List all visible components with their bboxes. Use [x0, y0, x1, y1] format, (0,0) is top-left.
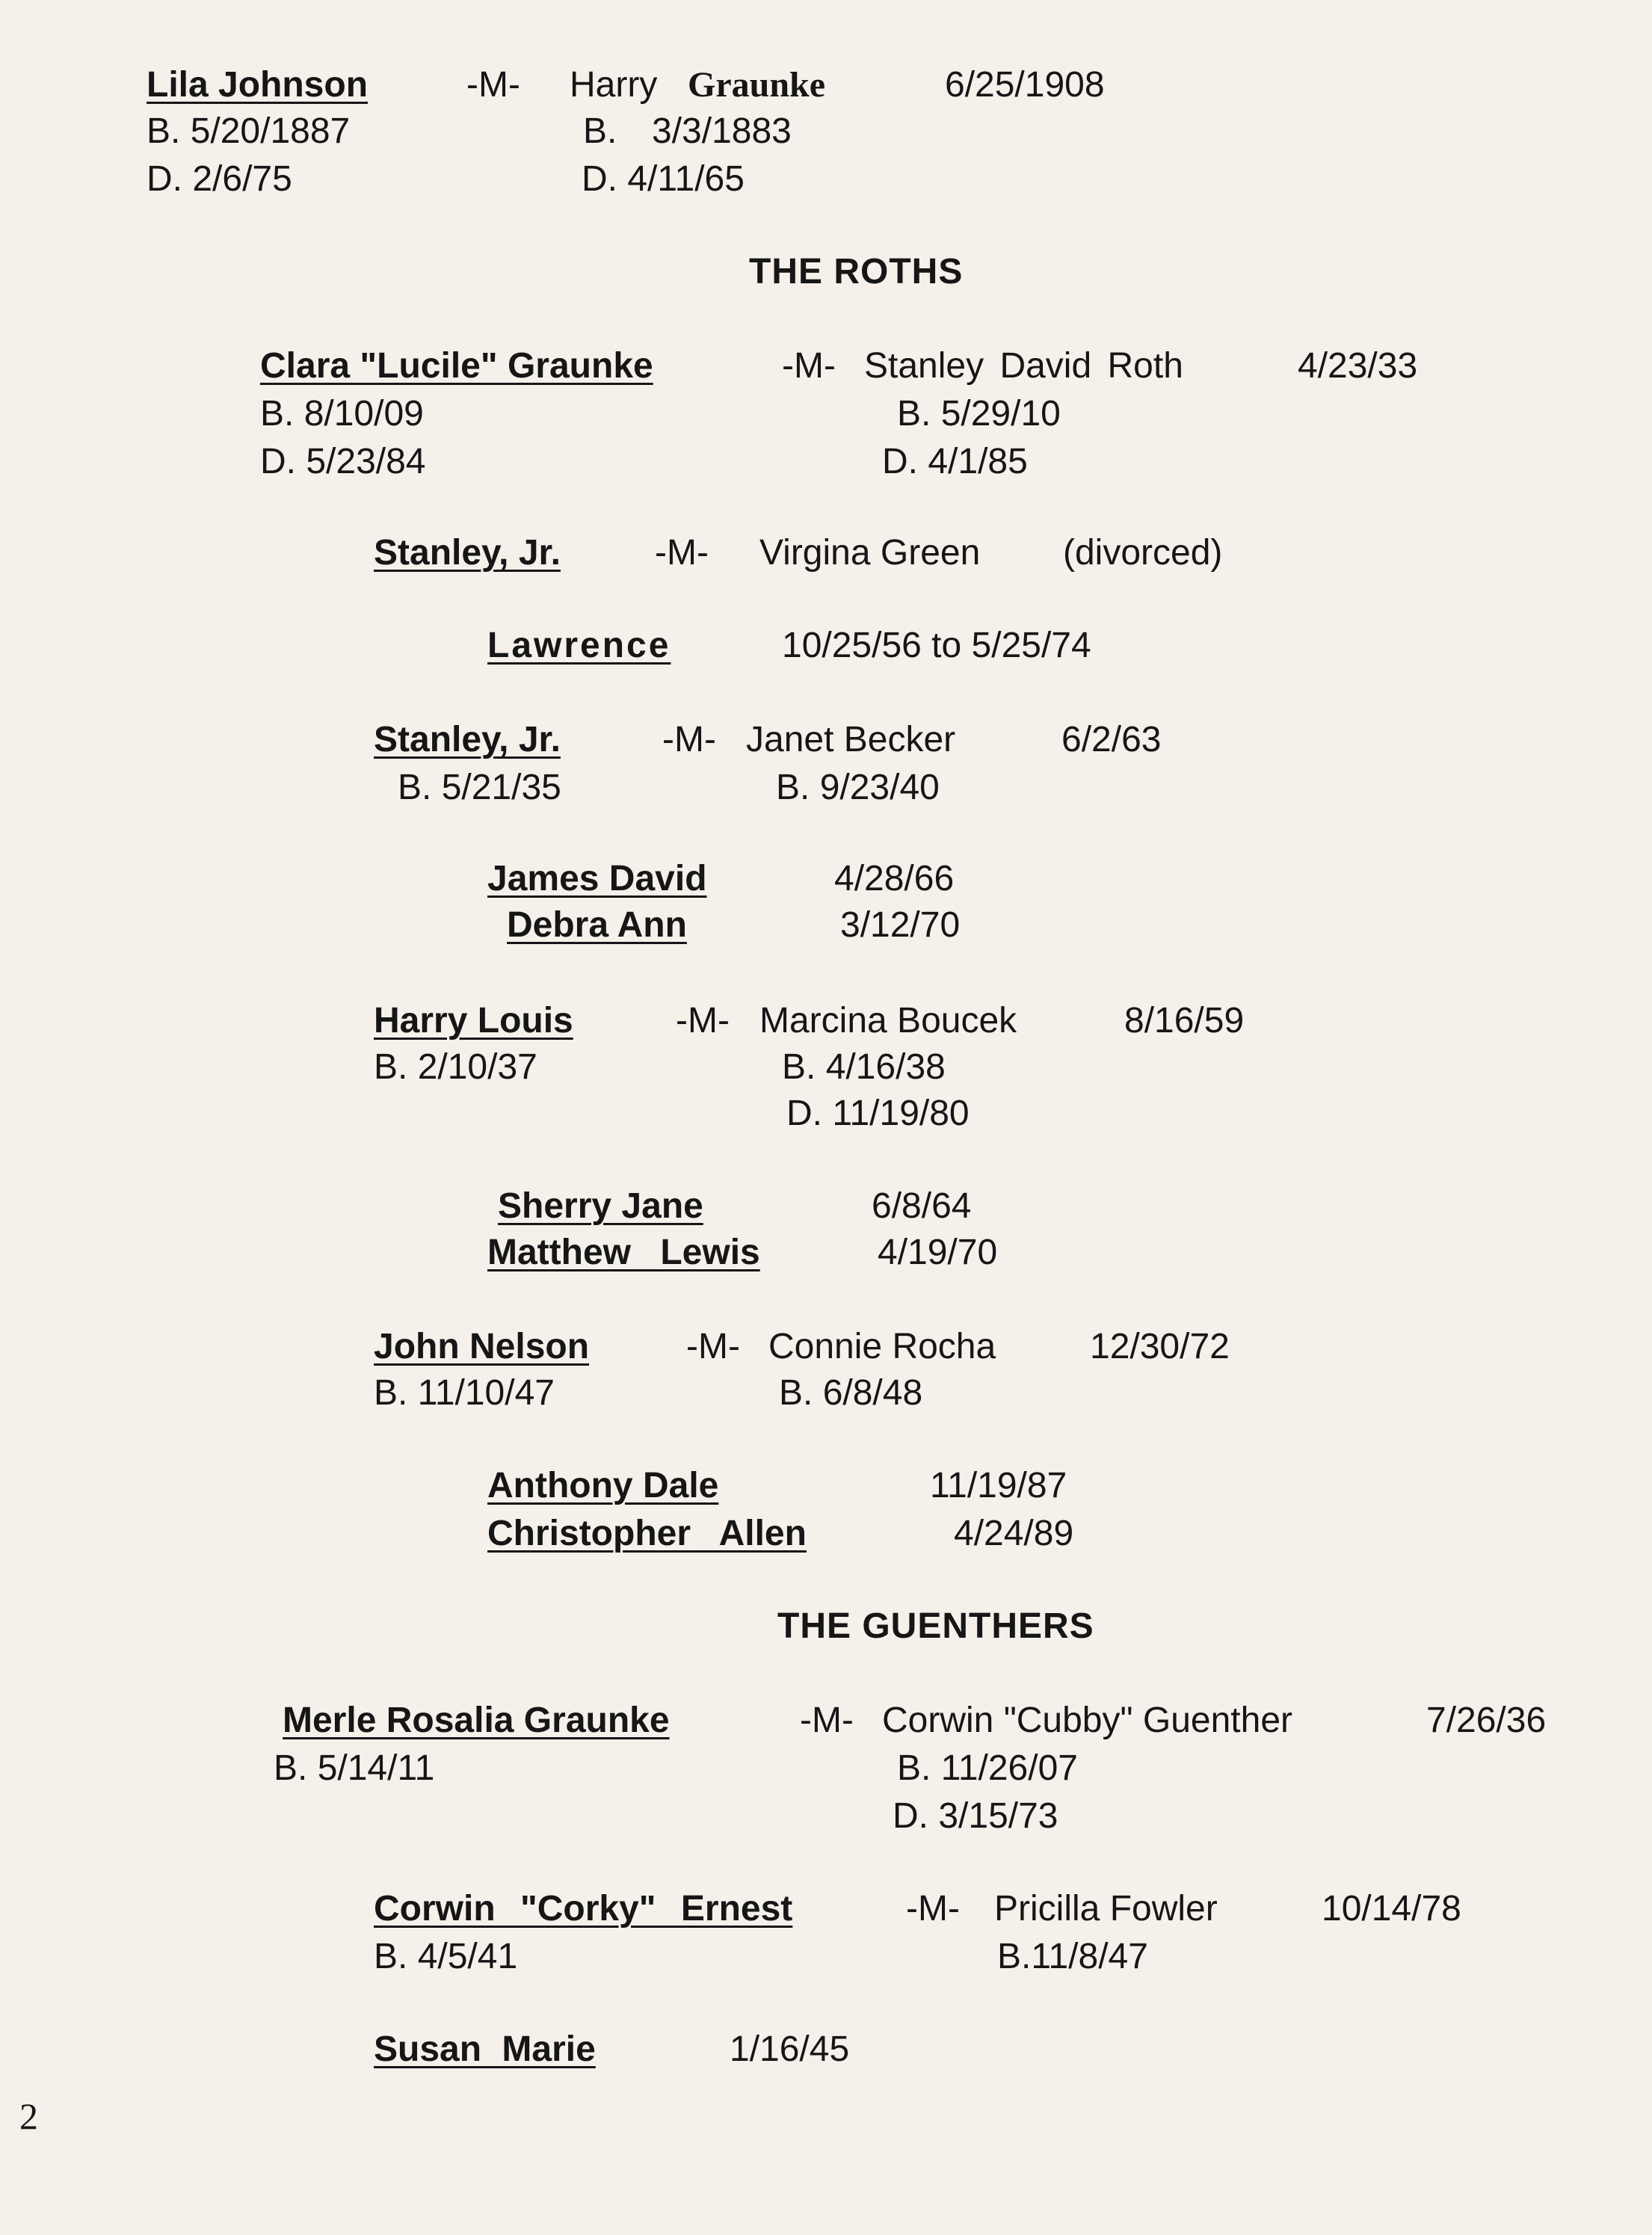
- clara-name: Clara "Lucile" Graunke: [260, 346, 653, 386]
- lila-died: D. 2/6/75: [147, 159, 292, 199]
- stanley-first-marriage-name: Stanley, Jr.: [374, 533, 561, 573]
- child-name: Sherry Jane: [498, 1186, 703, 1226]
- merle-name: Merle Rosalia Graunke: [283, 1701, 670, 1740]
- child-name: Matthew Lewis: [487, 1233, 760, 1272]
- corwin-spouse-born: B.11/8/47: [997, 1937, 1148, 1976]
- section-heading-guenthers: THE GUENTHERS: [777, 1606, 1094, 1646]
- page-number: 2: [19, 2095, 38, 2137]
- stanley-second-marriage-m: -M-: [662, 720, 716, 759]
- stanley-second-marriage-date: 6/2/63: [1061, 720, 1162, 759]
- john-spouse: Connie Rocha: [768, 1327, 996, 1366]
- merle-spouse-born: B. 11/26/07: [897, 1748, 1078, 1788]
- clara-spouse-died: D. 4/1/85: [882, 442, 1028, 481]
- susan-date: 1/16/45: [730, 2029, 850, 2069]
- harry-name: Harry Louis: [374, 1001, 573, 1041]
- lila-name: Lila Johnson: [147, 65, 369, 105]
- merle-date: 7/26/36: [1426, 1701, 1547, 1740]
- lila-m: -M-: [466, 65, 520, 105]
- harry-born: B. 2/10/37: [374, 1047, 537, 1087]
- merle-born: B. 5/14/11: [274, 1748, 435, 1788]
- stanley-second-marriage-born: B. 5/21/35: [398, 768, 561, 807]
- corwin-name: Corwin "Corky" Ernest: [374, 1889, 793, 1929]
- merle-spouse: Corwin "Cubby" Guenther: [882, 1701, 1292, 1740]
- clara-date: 4/23/33: [1298, 346, 1418, 386]
- stanley-first-marriage-note: (divorced): [1063, 533, 1223, 573]
- stanley-second-marriage-name: Stanley, Jr.: [374, 720, 561, 759]
- child-birth-date: 4/24/89: [954, 1514, 1074, 1553]
- lila-date: 6/25/1908: [945, 65, 1105, 105]
- harry-spouse: Marcina Boucek: [759, 1001, 1017, 1041]
- lila-spouse-first: Harry: [570, 65, 658, 105]
- section-heading-roths: THE ROTHS: [749, 252, 964, 292]
- clara-spouse: Stanley David Roth: [864, 346, 1183, 386]
- lila-spouse-died: D. 4/11/65: [582, 159, 745, 199]
- harry-spouse-born: B. 4/16/38: [782, 1047, 946, 1087]
- stanley-second-marriage-spouse-born: B. 9/23/40: [776, 768, 940, 807]
- corwin-spouse: Pricilla Fowler: [994, 1889, 1218, 1929]
- stanley-first-marriage-m: -M-: [655, 533, 709, 573]
- clara-born: B. 8/10/09: [260, 394, 424, 434]
- corwin-born: B. 4/5/41: [374, 1937, 518, 1976]
- child-birth-date: 4/28/66: [834, 859, 955, 898]
- lawrence-name: Lawrence: [487, 626, 671, 665]
- lila-spouse-born-label: B.: [583, 111, 617, 151]
- john-m: -M-: [686, 1327, 740, 1366]
- john-date: 12/30/72: [1090, 1327, 1230, 1366]
- corwin-m: -M-: [906, 1889, 960, 1929]
- john-spouse-born: B. 6/8/48: [779, 1373, 923, 1413]
- lila-spouse-last: Graunke: [688, 65, 826, 105]
- stanley-second-marriage-spouse: Janet Becker: [746, 720, 956, 759]
- lawrence-dates: 10/25/56 to 5/25/74: [782, 626, 1091, 665]
- clara-died: D. 5/23/84: [260, 442, 426, 481]
- harry-date: 8/16/59: [1124, 1001, 1245, 1041]
- john-name: John Nelson: [374, 1327, 590, 1366]
- john-born: B. 11/10/47: [374, 1373, 555, 1413]
- stanley-first-marriage-spouse: Virgina Green: [759, 533, 981, 573]
- child-name: James David: [487, 859, 707, 898]
- clara-m: -M-: [782, 346, 836, 386]
- harry-spouse-died: D. 11/19/80: [786, 1094, 970, 1133]
- merle-m: -M-: [800, 1701, 854, 1740]
- clara-spouse-born: B. 5/29/10: [897, 394, 1061, 434]
- child-name: Anthony Dale: [487, 1466, 719, 1505]
- child-birth-date: 4/19/70: [878, 1233, 998, 1272]
- harry-m: -M-: [676, 1001, 730, 1041]
- child-name: Christopher Allen: [487, 1514, 807, 1553]
- child-name: Debra Ann: [507, 905, 687, 945]
- lila-born: B. 5/20/1887: [147, 111, 351, 151]
- lila-spouse-born: 3/3/1883: [652, 111, 792, 151]
- susan-name: Susan Marie: [374, 2029, 596, 2069]
- child-birth-date: 6/8/64: [872, 1186, 972, 1226]
- child-birth-date: 11/19/87: [930, 1466, 1067, 1505]
- corwin-date: 10/14/78: [1322, 1889, 1461, 1929]
- child-birth-date: 3/12/70: [840, 905, 961, 945]
- merle-spouse-died: D. 3/15/73: [893, 1796, 1058, 1836]
